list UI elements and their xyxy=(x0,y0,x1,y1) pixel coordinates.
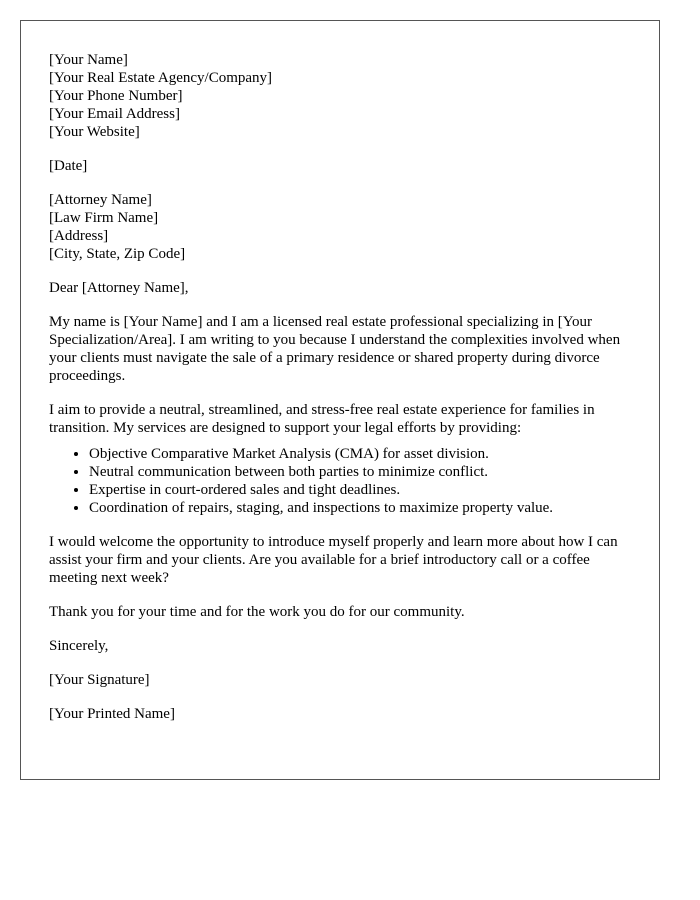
list-item: • Neutral communication between both parties to minimize conflict. xyxy=(89,463,631,481)
recipient-address: [Address] xyxy=(49,228,109,244)
request-paragraph: I would welcome the opportunity to introduce myself properly and learn more about how I can assist your firm and your clients. Are you available for a brief introductory call or a coffee meeting next week? xyxy=(49,534,618,586)
recipient-city-state-zip: [City, State, Zip Code] xyxy=(49,246,186,262)
intro-paragraph: My name is [Your Name] and I am a licensed real estate professional specializing in [Your Specialization/Area]. I am writing to you because I understand the complexities involved when your clients must navigate the sale of a primary residence or shared property during divorce proceedings. xyxy=(49,314,621,384)
recipient-firm: [Law Firm Name] xyxy=(49,210,159,226)
sender-website: [Your Website] xyxy=(49,124,140,140)
letter-page xyxy=(20,20,660,780)
sender-email: [Your Email Address] xyxy=(49,106,180,122)
list-item: • Objective Comparative Market Analysis (CMA) for asset division. xyxy=(89,445,631,463)
sender-phone: [Your Phone Number] xyxy=(49,88,183,104)
closing: Sincerely, xyxy=(49,638,109,654)
sender-name: [Your Name] xyxy=(49,52,128,68)
salutation: Dear [Attorney Name], xyxy=(49,280,189,296)
sender-block xyxy=(49,51,631,141)
printed-name: [Your Printed Name] xyxy=(49,706,175,722)
recipient-name: [Attorney Name] xyxy=(49,192,152,208)
list-item: • Expertise in court-ordered sales and tight deadlines. xyxy=(89,481,631,499)
signature: [Your Signature] xyxy=(49,672,150,688)
letter-date: [Date] xyxy=(49,158,88,174)
services-intro-paragraph: I aim to provide a neutral, streamlined, and stress-free real estate experience for families in transition. My services are designed to support your legal efforts by providing: xyxy=(49,402,595,436)
recipient-block xyxy=(49,191,631,263)
sender-company: [Your Real Estate Agency/Company] xyxy=(49,70,273,86)
thanks-paragraph: Thank you for your time and for the work you do for our community. xyxy=(49,604,465,620)
list-item: • Coordination of repairs, staging, and inspections to maximize property value. xyxy=(89,499,631,517)
services-list xyxy=(49,445,631,517)
